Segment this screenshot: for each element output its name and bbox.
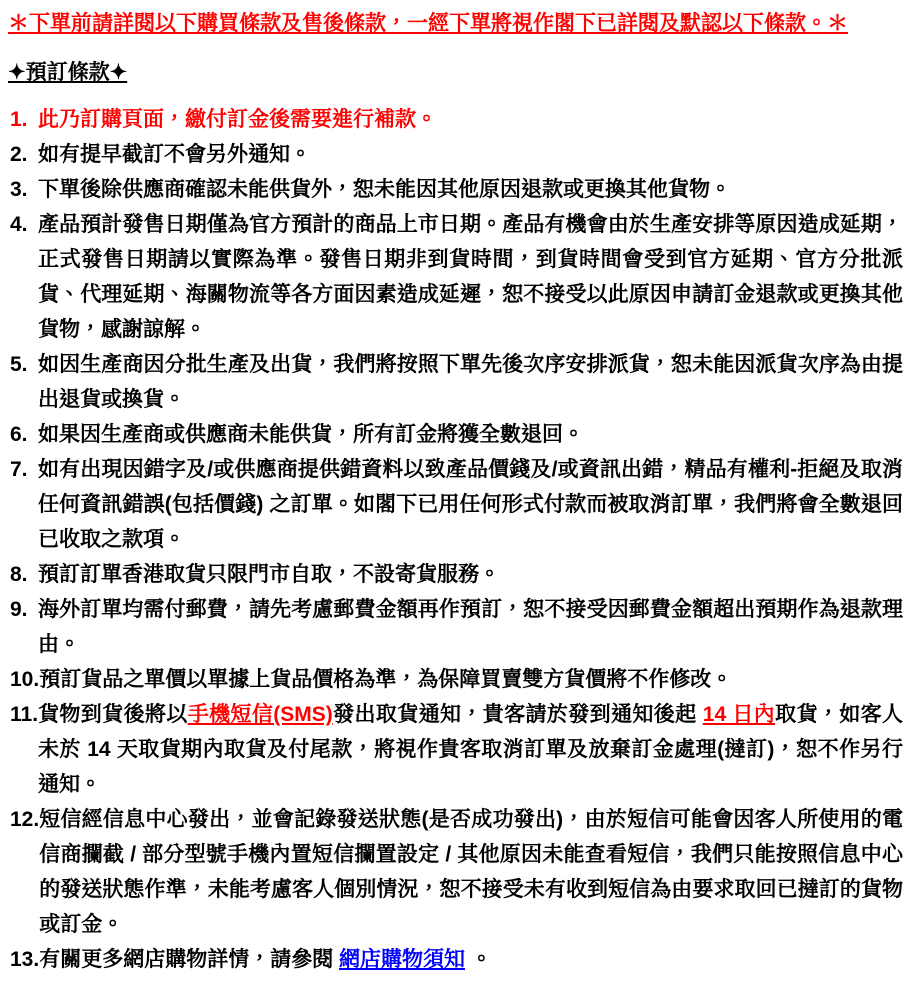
term-text <box>39 662 903 697</box>
term-number: 11. <box>10 703 39 726</box>
term-text <box>38 697 903 802</box>
term-number: 12. <box>10 808 40 831</box>
term-text <box>38 102 903 137</box>
term-text <box>38 592 903 662</box>
term-text <box>38 207 903 347</box>
store-shopping-guide-link[interactable]: 網店購物須知 <box>339 948 466 971</box>
term-text-segment: 如果因生產商或供應商未能供貨，所有訂金將獲全數退回。 <box>38 423 584 446</box>
term-item-10 <box>8 662 903 697</box>
term-number: 3. <box>10 178 28 201</box>
term-text-segment: 如有提早截訂不會另外通知。 <box>38 143 311 166</box>
term-text-segment: 短信經信息中心發出，並會記錄發送狀態(是否成功發出)，由於短信可能會因客人所使用的電信商攔截 / 部分型號手機內置短信攔置設定 / 其他原因未能查看短信，我們只能按照信息中心的發送狀態作準，未能考慮客人個別情況，恕不接受未有收到短信為由要求取回已撻訂的貨物或訂金。 <box>39 808 903 936</box>
term-item-4 <box>8 207 903 347</box>
term-item-13 <box>8 942 903 977</box>
term-text-segment: 預訂貨品之單價以單據上貨品價格為準，為保障買賣雙方貨價將不作修改。 <box>39 668 733 691</box>
term-number: 5. <box>10 353 28 376</box>
section-heading: ✦預訂條款✦ <box>8 61 128 84</box>
term-text <box>38 172 903 207</box>
term-text-segment: 預訂訂單香港取貨只限門市自取，不設寄貨服務。 <box>38 563 500 586</box>
term-text-segment: 如因生產商因分批生產及出貨，我們將按照下單先後次序安排派貨，恕未能因派貨次序為由提出退貨或換貨。 <box>38 353 903 411</box>
term-text-segment: 海外訂單均需付郵費，請先考慮郵費金額再作預訂，恕不接受因郵費金額超出預期作為退款理由。 <box>38 598 903 656</box>
term-text-segment: 發出取貨通知，貴客請於發到通知後起 <box>332 703 703 726</box>
term-item-8 <box>8 557 903 592</box>
term-text-segment: 產品預計發售日期僅為官方預計的商品上市日期。產品有機會由於生產安排等原因造成延期，正式發售日期請以實際為準。發售日期非到貨時間，到貨時間會受到官方延期、官方分批派貨、代理延期、海關物流等各方面因素造成延遲，恕不接受以此原因申請訂金退款或更換其他貨物，感謝諒解。 <box>38 213 903 341</box>
term-item-3 <box>8 172 903 207</box>
term-text-segment: 有關更多網店購物詳情，請參閱 <box>39 948 340 971</box>
term-number: 10. <box>10 668 40 691</box>
term-item-7 <box>8 452 903 557</box>
term-text-segment: 。 <box>465 948 492 971</box>
term-text <box>38 417 903 452</box>
term-text-segment: 貨物到貨後將以 <box>38 703 188 726</box>
term-number: 6. <box>10 423 28 446</box>
term-text-segment: 如有出現因錯字及/或供應商提供錯資料以致產品價錢及/或資訊出錯，精品有權利-拒絕及取消任何資訊錯誤(包括價錢) 之訂單。如閣下已用任何形式付款而被取消訂單，我們將會全數退回已收取之款項。 <box>38 458 903 551</box>
term-text <box>38 347 903 417</box>
term-item-9 <box>8 592 903 662</box>
pickup-deadline-link[interactable]: 14 日內 <box>702 703 776 726</box>
term-text <box>38 557 903 592</box>
term-item-5 <box>8 347 903 417</box>
term-item-12 <box>8 802 903 942</box>
term-number: 4. <box>10 213 28 236</box>
term-text-segment: 取貨，如客人未於 14 天取貨期內取貨及付尾款，將視作貴客取消訂單及放棄訂金處理(撻訂)，恕不作另行通知。 <box>38 703 904 796</box>
term-number: 7. <box>10 458 28 481</box>
term-number: 9. <box>10 598 28 621</box>
terms-list <box>8 102 903 977</box>
term-text <box>38 137 903 172</box>
term-text <box>38 452 903 557</box>
sms-notice-link[interactable]: 手機短信(SMS) <box>187 703 333 726</box>
term-number: 1. <box>10 108 28 131</box>
term-item-2 <box>8 137 903 172</box>
term-number: 8. <box>10 563 28 586</box>
term-number: 2. <box>10 143 28 166</box>
term-text-segment: 下單後除供應商確認未能供貨外，恕未能因其他原因退款或更換其他貨物。 <box>38 178 731 201</box>
term-number: 13. <box>10 948 40 971</box>
term-item-6 <box>8 417 903 452</box>
term-item-11 <box>8 697 903 802</box>
term-text <box>39 802 903 942</box>
term-text-segment: 此乃訂購頁面，繳付訂金後需要進行補款。 <box>38 108 437 131</box>
term-text <box>39 942 903 977</box>
term-item-1 <box>8 102 903 137</box>
notice-title: ＊下單前請詳閱以下購買條款及售後條款，一經下單將視作閣下已詳閱及默認以下條款。＊ <box>8 12 848 35</box>
